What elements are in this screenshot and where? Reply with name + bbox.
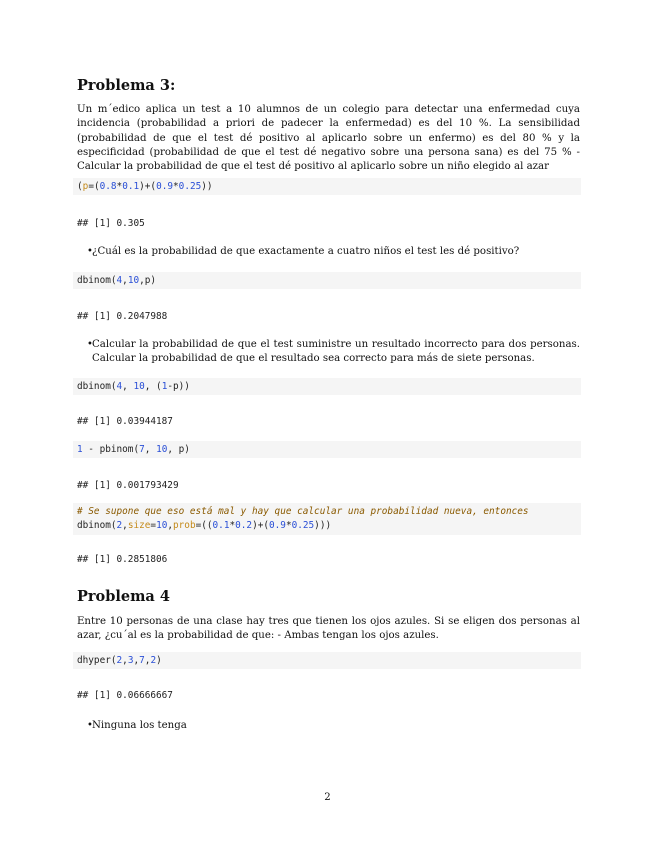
problem3-heading: Problema 3:: [77, 77, 176, 94]
problem4-heading: Problema 4: [77, 588, 170, 605]
output-dbinom3: ## [1] 0.2851806: [77, 554, 168, 565]
code-block-pbinom: [73, 441, 581, 458]
bullet-question-2: [87, 338, 580, 367]
code-text: (p=(0.8*0.1)+(0.9*0.25)): [77, 181, 213, 192]
code-text: 1 - pbinom(7, 10, p): [77, 444, 190, 455]
code-text: dbinom(4, 10, (1-p)): [77, 381, 190, 392]
bullet-icon: •: [87, 720, 93, 731]
output-p: ## [1] 0.305: [77, 218, 145, 229]
problem4-intro: Entre 10 personas de una clase hay tres que tienen los ojos azules. Si se eligen dos personas al azar, ¿cu´al es la probabilidad de que: - Ambas tengan los ojos azules.: [77, 616, 580, 642]
bullet-text: Calcular la probabilidad de que el test suministre un resultado incorrecto para dos personas. Calcular la probabilidad de que el resultado sea correcto para más de siete personas.: [92, 339, 580, 365]
code-block-dbinom2: [73, 378, 581, 395]
output-pbinom: ## [1] 0.001793429: [77, 480, 179, 491]
code-block-p: [73, 178, 581, 195]
bullet-text: ¿Cuál es la probabilidad de que exactamente a cuatro niños el test les dé positivo?: [92, 246, 520, 257]
bullet-question-3: [87, 719, 580, 733]
code-block-comment: [73, 503, 581, 535]
code-text: dhyper(2,3,7,2): [77, 655, 162, 666]
output-dbinom1: ## [1] 0.2047988: [77, 311, 168, 322]
bullet-icon: •: [87, 246, 93, 257]
problem3-intro: Un m´edico aplica un test a 10 alumnos de un colegio para detectar una enfermedad cuya incidencia (probabilidad a priori de padecer la enfermedad) es del 10 %. La sensibilidad (probabilidad de que el test dé positivo al aplicarlo sobre un enfermo) es del 80 % y la especificidad (probabilidad de que el test dé negativo sobre una persona sana) es del 75 % - Calcular la probabilidad de que el test dé positivo al aplicarlo sobre un niño elegido al azar: [77, 104, 580, 173]
bullet-question-1: [87, 245, 580, 259]
bullet-text: Ninguna los tenga: [92, 720, 187, 731]
code-block-dhyper: [73, 652, 581, 669]
output-dhyper: ## [1] 0.06666667: [77, 690, 173, 701]
code-block-dbinom1: [73, 272, 581, 289]
page-number: 2: [324, 792, 331, 803]
bullet-icon: •: [87, 339, 93, 350]
code-text: dbinom(4,10,p): [77, 275, 157, 286]
output-dbinom2: ## [1] 0.03944187: [77, 416, 173, 427]
code-text: dbinom(2,size=10,prob=((0.1*0.2)+(0.9*0.25))): [77, 520, 332, 531]
code-comment: # Se supone que eso está mal y hay que calcular una probabilidad nueva, entonces: [77, 506, 529, 517]
